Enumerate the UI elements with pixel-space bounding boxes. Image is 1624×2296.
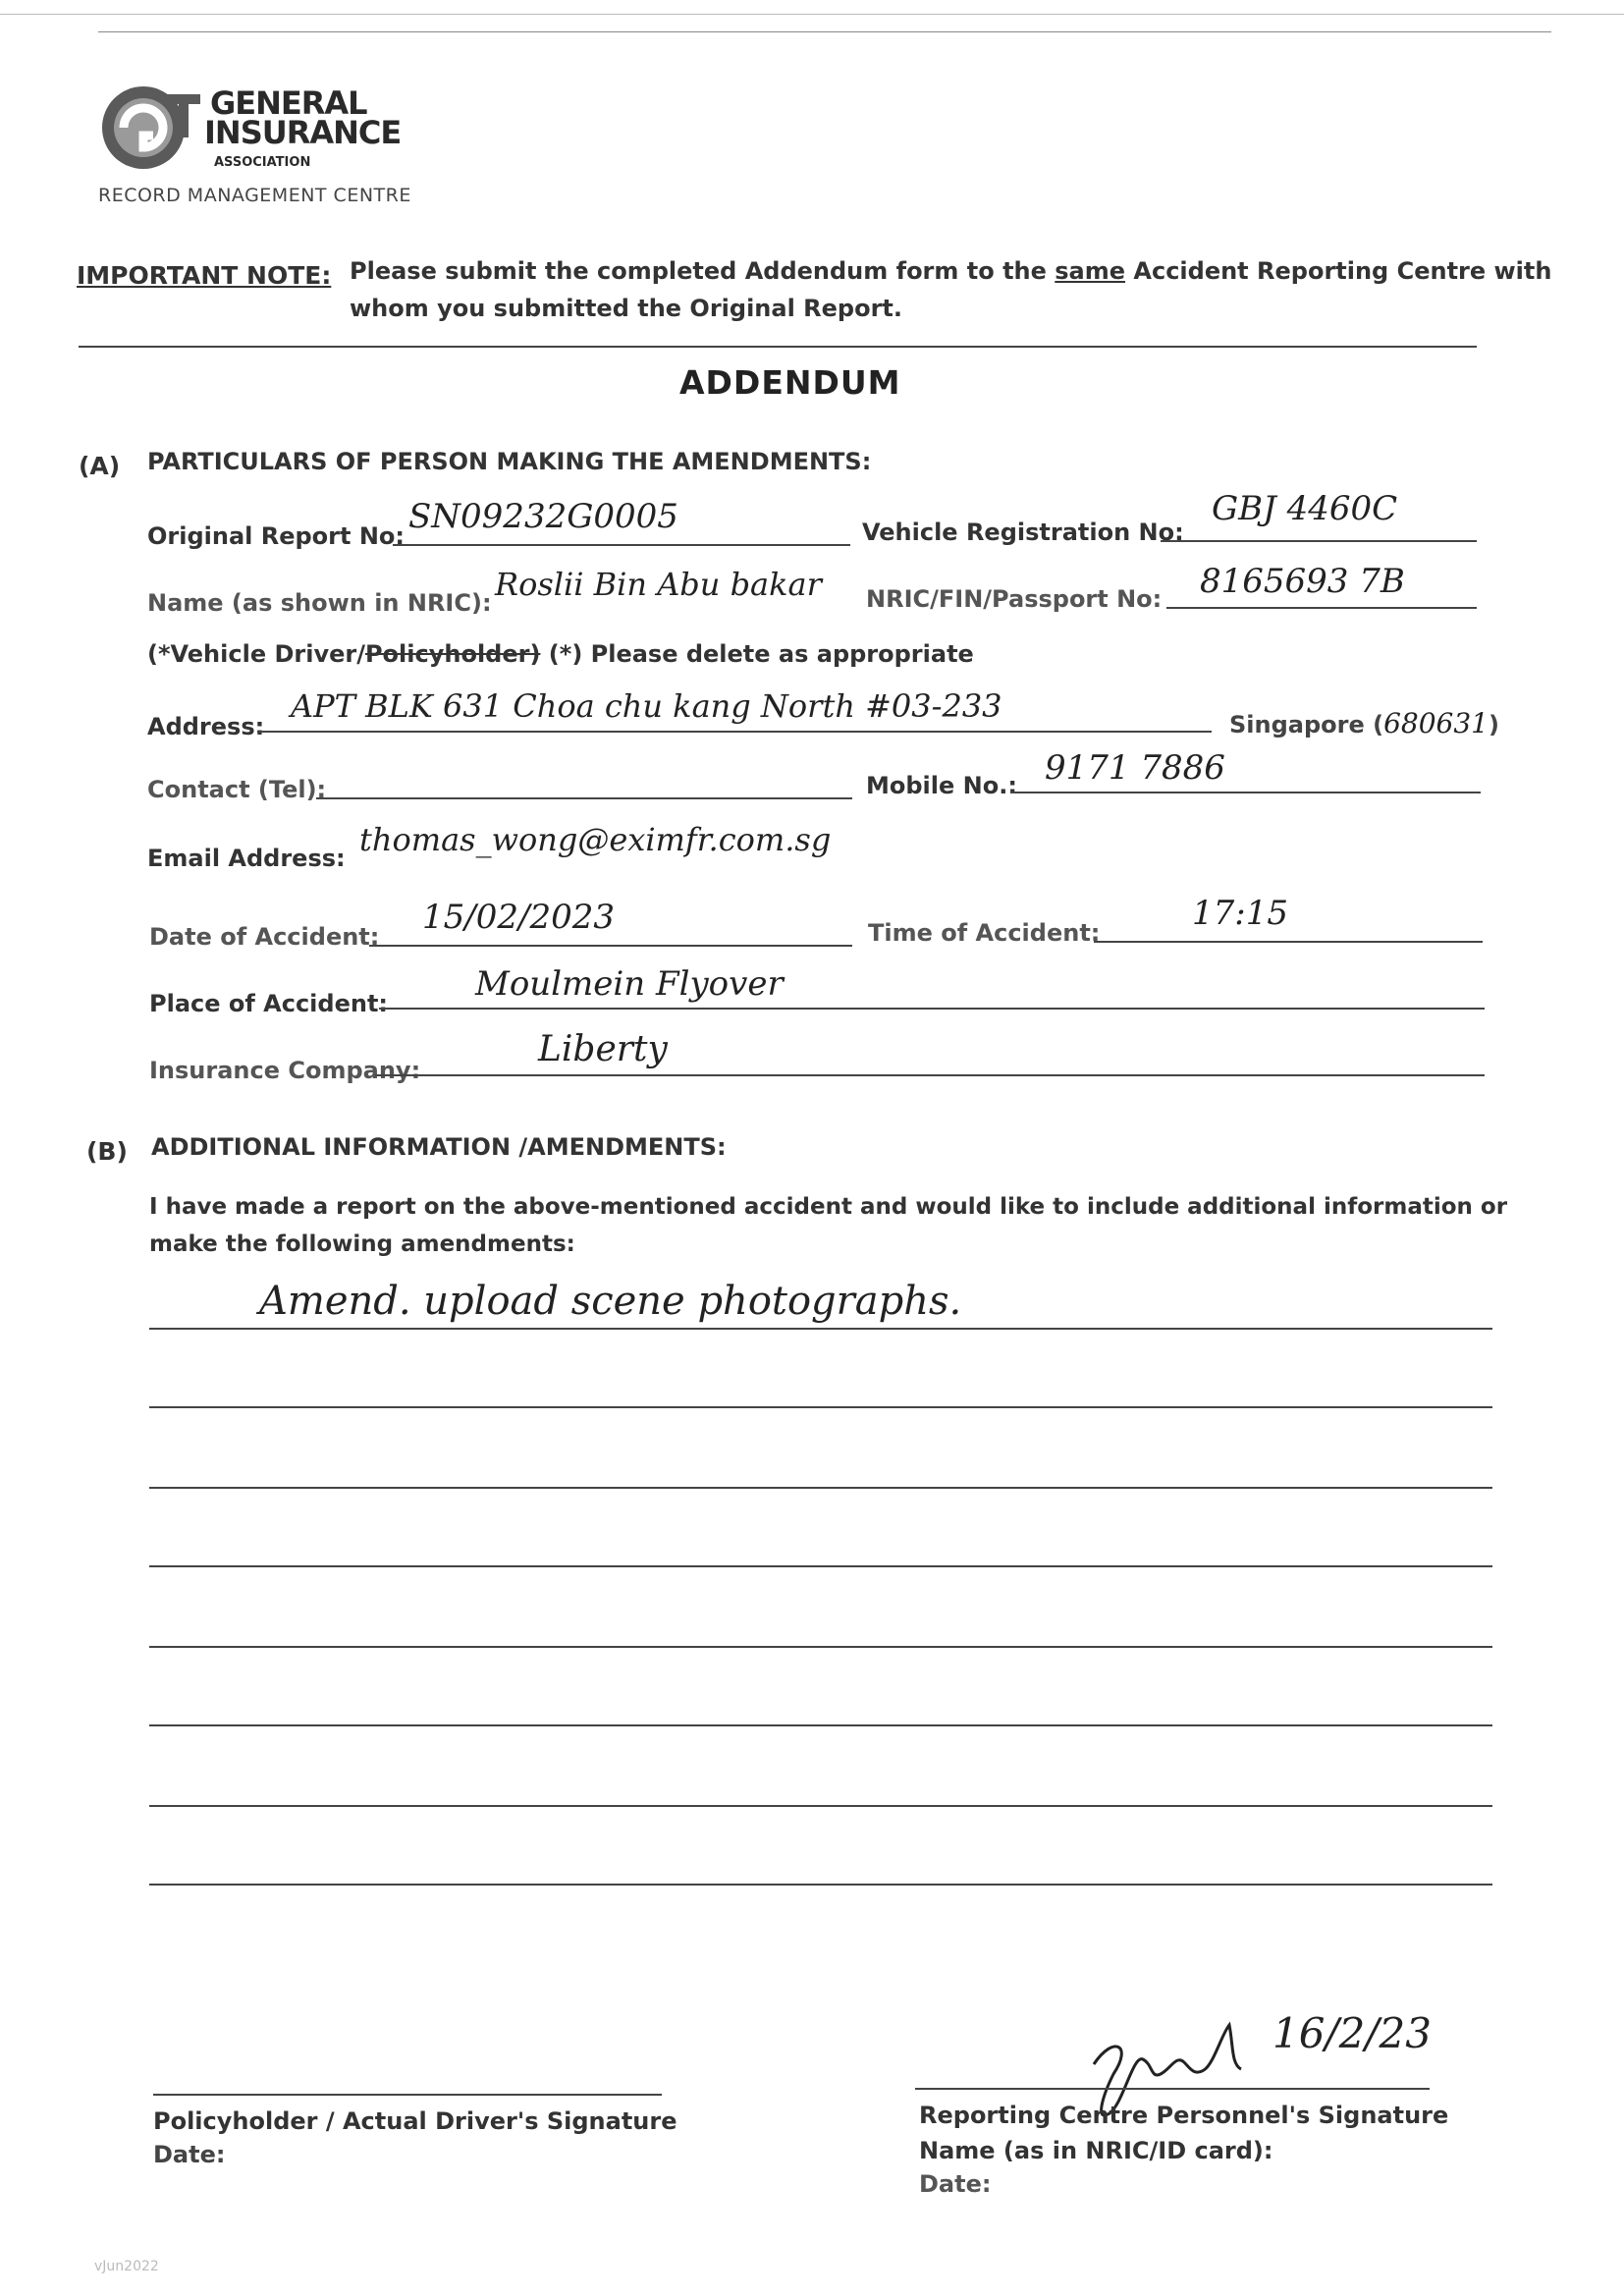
amendment-line — [149, 1805, 1492, 1807]
logo-line-association: ASSOCIATION — [214, 155, 311, 170]
left-signature-label: Policyholder / Actual Driver's Signature — [153, 2107, 677, 2135]
place-of-accident-label: Place of Accident: — [149, 990, 389, 1017]
mobile-value[interactable]: 9171 7886 — [1045, 748, 1225, 788]
logo-line-insurance: INSURANCE — [204, 114, 402, 151]
driver-role-note — [147, 640, 974, 668]
insurer-line — [375, 1074, 1485, 1076]
name-label: Name (as shown in NRIC): — [147, 589, 492, 617]
logo-subtitle: RECORD MANAGEMENT CENTRE — [98, 185, 411, 206]
vehicle-reg-value[interactable]: GBJ 4460C — [1212, 489, 1398, 528]
version-footer: vJun2022 — [94, 2259, 159, 2274]
email-value[interactable]: thomas_wong@eximfr.com.sg — [359, 821, 832, 858]
time-line — [1094, 941, 1483, 943]
amendment-line — [149, 1646, 1492, 1648]
date-of-accident-value[interactable]: 15/02/2023 — [422, 898, 615, 937]
nric-label: NRIC/FIN/Passport No: — [866, 585, 1163, 613]
section-a-marker: (A) — [79, 452, 121, 480]
left-signature-line — [153, 2094, 662, 2096]
amendment-line — [149, 1406, 1492, 1408]
place-line — [379, 1008, 1485, 1010]
section-b-heading: ADDITIONAL INFORMATION /AMENDMENTS: — [151, 1133, 727, 1161]
date-of-accident-label: Date of Accident: — [149, 923, 380, 951]
report-no-value[interactable]: SN09232G0005 — [408, 497, 678, 536]
vehicle-reg-label: Vehicle Registration No: — [862, 519, 1184, 546]
amendment-line — [149, 1328, 1492, 1330]
vehicle-reg-line — [1161, 540, 1477, 542]
right-signature-name-label: Name (as in NRIC/ID card): — [919, 2137, 1273, 2164]
note-text-after: Accident Reporting Centre with — [1125, 257, 1552, 285]
address-label: Address: — [147, 713, 265, 740]
insurance-company-value[interactable]: Liberty — [538, 1029, 668, 1069]
note-text-before: Please submit the completed Addendum form to the — [350, 257, 1056, 285]
mobile-label: Mobile No.: — [866, 772, 1017, 799]
section-a-heading: PARTICULARS OF PERSON MAKING THE AMENDMENTS: — [147, 448, 872, 475]
report-no-line — [393, 544, 850, 546]
amendment-line — [149, 1884, 1492, 1886]
nric-value[interactable]: 8165693 7B — [1200, 562, 1405, 601]
section-b-intro-line1: I have made a report on the above-mentioned accident and would like to include additional information or — [149, 1194, 1508, 1220]
email-label: Email Address: — [147, 845, 346, 872]
driver-role-struck: Policyholder) — [364, 640, 541, 668]
contact-line — [316, 797, 852, 799]
signed-date-value[interactable]: 16/2/23 — [1272, 2009, 1432, 2057]
important-note-line2: whom you submitted the Original Report. — [350, 295, 903, 322]
right-signature-date-label: Date: — [919, 2170, 992, 2198]
right-signature-line — [915, 2088, 1430, 2090]
logo-line-general: GENERAL — [210, 84, 367, 122]
date-line — [369, 945, 852, 947]
important-note-text — [350, 257, 1551, 285]
postal-value[interactable]: 680631 — [1383, 707, 1489, 739]
singapore-label: Singapore ( — [1229, 711, 1384, 738]
gia-emblem-icon — [94, 77, 212, 175]
mobile-line — [1011, 792, 1481, 793]
right-signature-label: Reporting Centre Personnel's Signature — [919, 2102, 1449, 2129]
amendment-line — [149, 1724, 1492, 1726]
note-divider — [79, 346, 1477, 348]
contact-label: Contact (Tel): — [147, 776, 327, 803]
time-of-accident-value[interactable]: 17:15 — [1192, 894, 1288, 933]
nric-line — [1166, 607, 1477, 609]
singapore-close: ) — [1488, 711, 1499, 738]
amendment-text[interactable]: Amend. upload scene photographs. — [259, 1279, 962, 1324]
report-no-label: Original Report No: — [147, 522, 405, 550]
driver-role-prefix: (*Vehicle Driver/ — [147, 640, 365, 668]
amendment-line — [149, 1565, 1492, 1567]
page-title: ADDENDUM — [679, 363, 901, 402]
address-line — [257, 731, 1212, 733]
singapore-postal — [1229, 707, 1499, 739]
left-signature-date-label: Date: — [153, 2141, 226, 2168]
scan-artifact-line — [0, 14, 1624, 15]
gia-logo — [94, 77, 418, 214]
address-value[interactable]: APT BLK 631 Choa chu kang North #03-233 — [291, 687, 1002, 725]
insurance-company-label: Insurance Company: — [149, 1057, 421, 1084]
scan-artifact-line — [98, 31, 1551, 32]
section-b-intro-line2: make the following amendments: — [149, 1231, 575, 1257]
name-value[interactable]: Roslii Bin Abu bakar — [495, 566, 822, 603]
section-b-marker: (B) — [86, 1137, 128, 1166]
time-of-accident-label: Time of Accident: — [868, 919, 1101, 947]
amendment-line — [149, 1487, 1492, 1489]
important-note-label: IMPORTANT NOTE: — [77, 261, 332, 290]
note-text-underlined: same — [1055, 257, 1126, 285]
place-of-accident-value[interactable]: Moulmein Flyover — [475, 964, 784, 1004]
driver-role-suffix: (*) Please delete as appropriate — [540, 640, 974, 668]
